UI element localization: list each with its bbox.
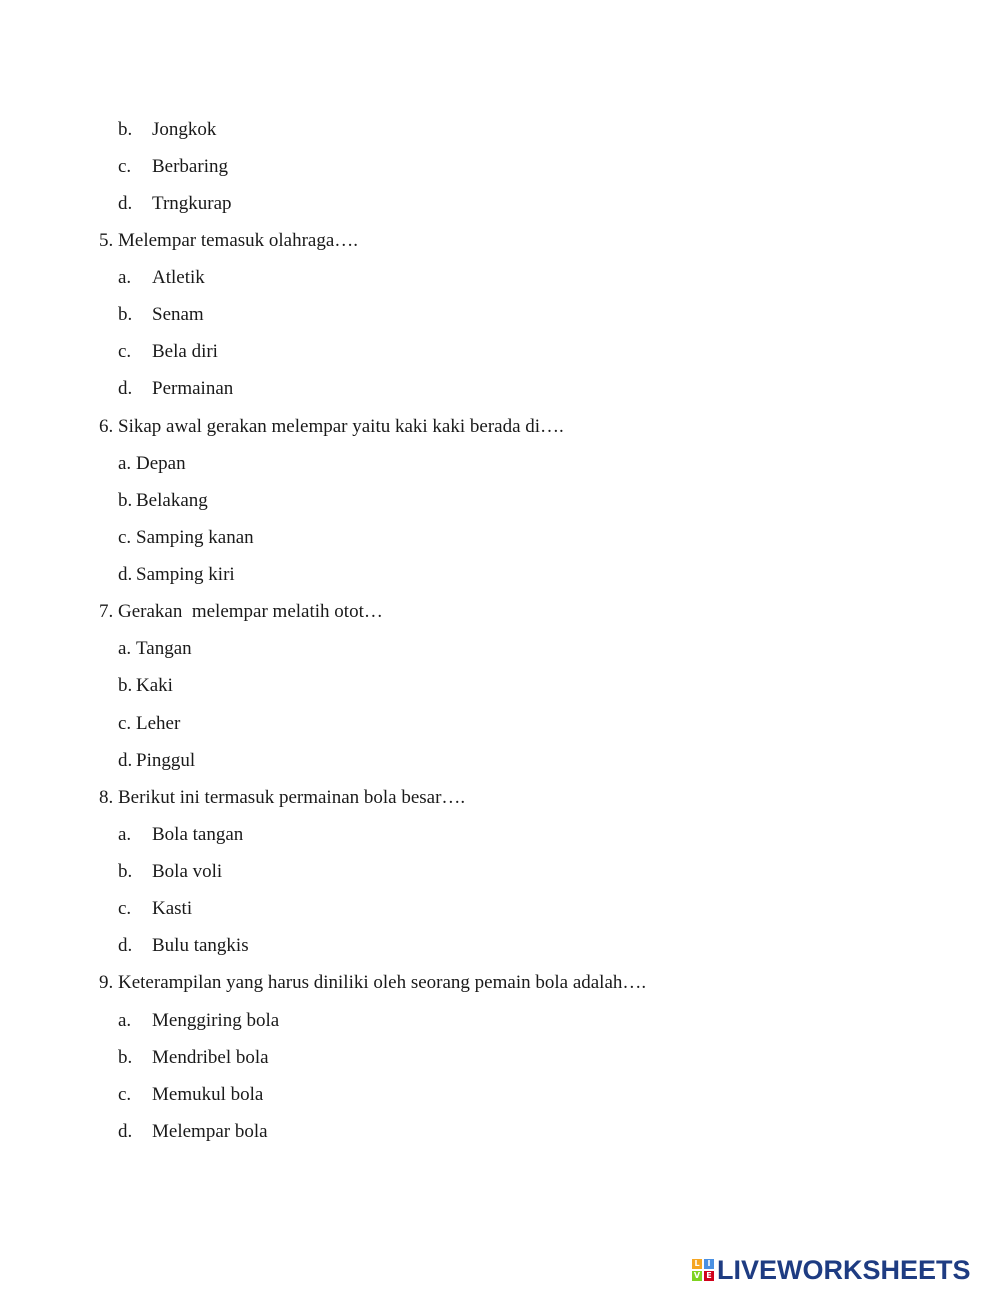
option-text: Jongkok [152,119,217,140]
option-letter: d. [118,935,133,956]
option-letter: d. [118,378,133,399]
option-text: Kasti [152,898,193,919]
option-letter: d. [118,1121,133,1142]
option-letter: a. [118,267,132,288]
option-text: Kaki [136,675,173,696]
liveworksheets-logo [692,1256,971,1284]
option-letter: d. [118,750,133,771]
question-8: 8. Berikut ini termasuk permainan bola besar…. [99,787,466,808]
option-letter: a. [118,824,132,845]
option-letter: d. [118,564,133,585]
option-text: Memukul bola [152,1084,264,1105]
option-text: Bola tangan [152,824,244,845]
option-text: Belakang [136,490,208,511]
question-6: 6. Sikap awal gerakan melempar yaitu kaki kaki berada di…. [99,416,564,437]
option-letter: a. [118,453,132,474]
logo-text: LIVEWORKSHEETS [717,1255,971,1285]
question-7: 7. Gerakan melempar melatih otot… [99,601,383,622]
logo-block: L [692,1259,702,1269]
option-text: Samping kiri [136,564,235,585]
option-letter: b. [118,861,133,882]
logo-block: I [704,1259,714,1269]
option-text: Trngkurap [152,193,232,214]
option-text: Tangan [136,638,192,659]
option-letter: c. [118,527,132,548]
option-letter: c. [118,341,132,362]
option-letter: d. [118,193,133,214]
question-9: 9. Keterampilan yang harus diniliki oleh seorang pemain bola adalah…. [99,972,647,993]
logo-block: E [704,1271,714,1281]
logo-blocks-icon [692,1259,714,1281]
option-letter: a. [118,638,132,659]
option-text: Depan [136,453,186,474]
option-letter: b. [118,490,133,511]
option-text: Pinggul [136,750,196,771]
option-letter: b. [118,675,133,696]
option-text: Menggiring bola [152,1010,280,1031]
question-5: 5. Melempar temasuk olahraga…. [99,230,359,251]
option-letter: b. [118,1047,133,1068]
option-letter: b. [118,304,133,325]
option-letter: c. [118,1084,132,1105]
option-letter: c. [118,713,132,734]
option-text: Leher [136,713,181,734]
option-text: Berbaring [152,156,228,177]
option-text: Mendribel bola [152,1047,269,1068]
option-letter: c. [118,898,132,919]
option-letter: b. [118,119,133,140]
option-text: Samping kanan [136,527,254,548]
option-text: Bulu tangkis [152,935,249,956]
option-text: Bola voli [152,861,223,882]
option-letter: a. [118,1010,132,1031]
option-letter: c. [118,156,132,177]
option-text: Atletik [152,267,205,288]
option-text: Permainan [152,378,234,399]
option-text: Senam [152,304,204,325]
logo-block: V [693,1271,701,1280]
option-text: Bela diri [152,341,218,362]
option-text: Melempar bola [152,1121,268,1142]
